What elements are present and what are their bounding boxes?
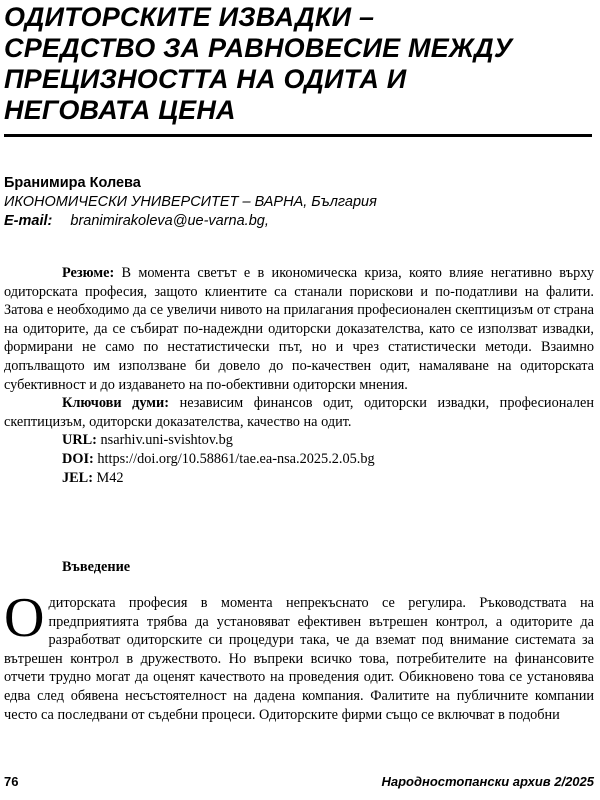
body-text: диторската професия в момента непрекъснато се регулира. Ръководствата на предприятията трябва да установяват ефективен вътрешен контрол, а одиторите да разработват одиторските си процедури така, че да вземат под внимание системата за вътрешен контрол в дружеството. Но въпреки всичко това, потребителите на финансовите отчети трудно могат да оценят качеството на проведения одит. Обикновено това се установява едва след обявена несъстоятелност на дадена компания. Фалитите на публичните компании често са последвани от съдебни процеси. Одиторските фирми също се включват в подобни (4, 595, 594, 723)
url-value[interactable]: nsarhiv.uni-svishtov.bg (96, 432, 233, 449)
body-paragraph (4, 587, 594, 724)
drop-cap: О (4, 587, 45, 649)
title-line: ОДИТОРСКИТЕ ИЗВАДКИ – (4, 2, 375, 32)
keywords-text: независим финансов одит, одиторски извадки, професионален скептицизъм, одиторски доказателства, качество на одит. (4, 395, 594, 430)
jel-value: M42 (92, 469, 124, 486)
title-line: НЕГОВАТА ЦЕНА (4, 95, 236, 125)
doi-value[interactable]: https://doi.org/10.58861/tae.ea-nsa.2025.2.05.bg (93, 450, 375, 467)
author-affiliation: ИКОНОМИЧЕСКИ УНИВЕРСИТЕТ – ВАРНА, България (4, 194, 377, 210)
keywords-paragraph (4, 394, 594, 431)
page-footer (4, 774, 594, 794)
url-line (4, 431, 594, 450)
doi-line (4, 450, 594, 469)
author-email-line (4, 212, 594, 231)
journal-name: Народностопански архив 2/2025 (381, 774, 594, 789)
abstract-text: В момента светът е в икономическа криза, която влияе негативно върху одиторската професия, защото клиентите са станали порискови и по-податливи на фалити. Затова е необходимо да се увеличи нивото на прилагания професионален скептицизъм от страна на одиторите, да се събират по-надеждни одиторски доказателства, като се използват извадки, формирани не само по нестатистически път, но и чрез статистически методи. Взаимно допълващото им използване би довело до по-качествен одит, намаляване на одиторската субективност и до издаването на по-обективни одиторски мнения. (4, 265, 594, 393)
doi-label: DOI: (62, 450, 94, 467)
section-heading: Въведение (62, 559, 131, 575)
email-label: E-mail: (4, 213, 53, 229)
title-line: ПРЕЦИЗНОСТТА НА ОДИТА И (4, 64, 407, 94)
url-label: URL: (62, 432, 97, 449)
abstract-paragraph (4, 264, 594, 394)
author-name: Бранимира Колева (4, 175, 141, 191)
author-block (4, 174, 594, 231)
article-title (4, 2, 596, 126)
page-number: 76 (4, 774, 19, 789)
abstract (4, 264, 594, 487)
title-underline (4, 134, 592, 137)
title-line: СРЕДСТВО ЗА РАВНОВЕСИЕ МЕЖДУ (4, 33, 513, 63)
jel-label: JEL: (62, 469, 93, 486)
abstract-label: Резюме: (62, 265, 115, 281)
keywords-label: Ключови думи: (62, 395, 170, 412)
jel-line (4, 469, 594, 488)
author-email[interactable]: branimirakoleva@ue-varna.bg, (70, 213, 269, 229)
